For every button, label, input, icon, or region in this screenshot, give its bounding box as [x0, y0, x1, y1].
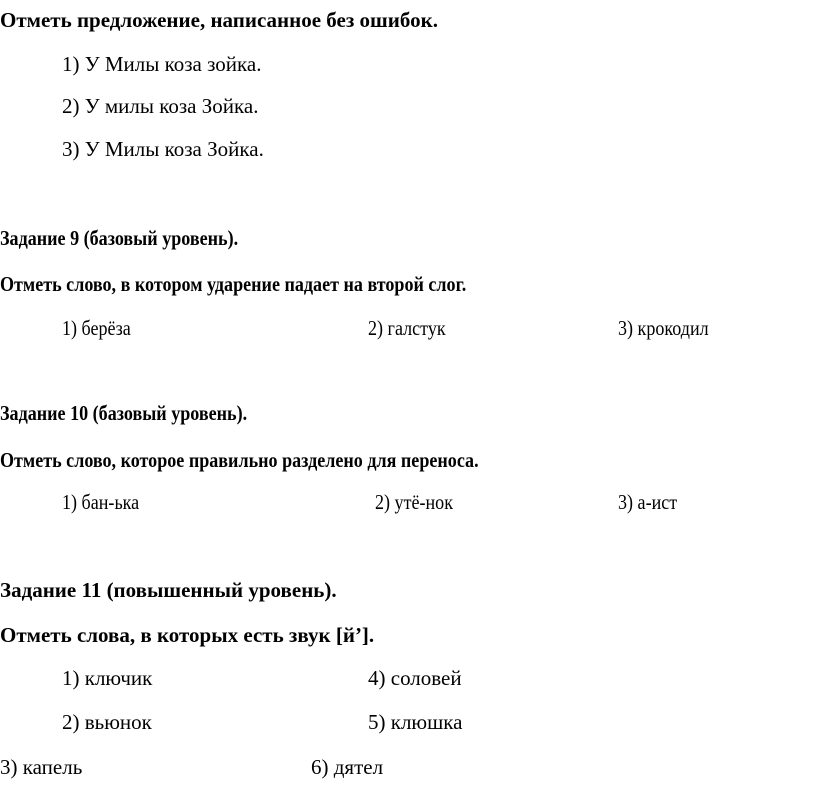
task-10-title: Задание 10 (базовый уровень). — [0, 401, 248, 425]
task-10-option-3: 3) а-ист — [618, 490, 678, 514]
task-9-option-3: 3) крокодил — [618, 316, 709, 340]
task-8-prompt: Отметь предложение, написанное без ошибок. — [0, 8, 438, 32]
task-11-title: Задание 11 (повышенный уровень). — [0, 578, 337, 602]
task-11-option-3: 3) капель — [0, 755, 83, 779]
task-9-option-1: 1) берёза — [62, 316, 131, 340]
task-10-option-2: 2) утё-нок — [375, 490, 453, 514]
task-8-option-1: 1) У Милы коза зойка. — [62, 52, 262, 76]
task-10-option-1: 1) бан-ька — [62, 490, 140, 514]
task-11-option-6: 6) дятел — [311, 755, 384, 779]
task-8-option-2: 2) У милы коза Зойка. — [62, 94, 259, 118]
task-9-prompt: Отметь слово, в котором ударение падает на второй слог. — [0, 272, 467, 296]
task-10-prompt: Отметь слово, которое правильно разделено для переноса. — [0, 448, 479, 472]
task-8-option-3: 3) У Милы коза Зойка. — [62, 137, 264, 161]
task-11-option-4: 4) соловей — [368, 666, 462, 690]
task-9-title: Задание 9 (базовый уровень). — [0, 226, 239, 250]
task-11-prompt: Отметь слова, в которых есть звук [й’]. — [0, 623, 375, 647]
task-11-option-5: 5) клюшка — [368, 710, 463, 734]
task-11-option-1: 1) ключик — [62, 666, 153, 690]
task-9-option-2: 2) галстук — [368, 316, 446, 340]
task-11-option-2: 2) вьюнок — [62, 710, 152, 734]
